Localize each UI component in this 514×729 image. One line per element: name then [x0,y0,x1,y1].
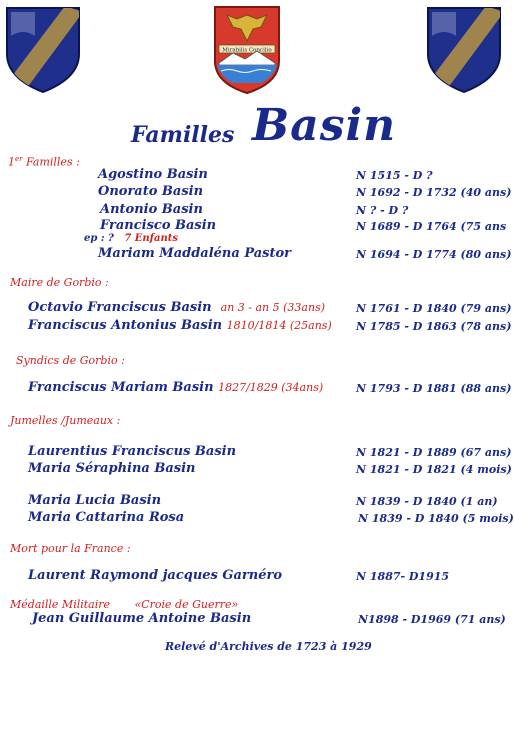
entry-term: an 3 - an 5 (33ans) [220,301,326,314]
page-title: Basin [252,100,397,151]
entry-dates: N 1694 - D 1774 (80 ans) [356,248,512,261]
section-label-mayor: Maire de Gorbio : [10,276,109,289]
spouse-prefix: ep : ? 7 Enfants [84,233,178,244]
entry-name: Francisco Basin [100,218,217,233]
entry-dates: N1898 - D1969 (71 ans) [358,613,506,626]
entry-name: Maria Lucia Basin [28,493,162,508]
entry-name: Mariam Maddaléna Pastor [98,246,292,261]
left-shield-icon [5,6,81,94]
town-crest-icon [213,5,281,95]
entry-dates: N 1689 - D 1764 (75 ans [356,220,507,233]
crest-motto: Mirabilis Concilio [222,47,272,54]
entry-name: Laurentius Franciscus Basin [28,444,237,459]
entry-dates: N 1692 - D 1732 (40 ans) [356,186,512,199]
entry-dates: N 1785 - D 1863 (78 ans) [356,320,512,333]
entry-dates: N 1839 - D 1840 (1 an) [356,495,498,508]
entry-dates: N 1839 - D 1840 (5 mois) [358,512,514,525]
entry-dates: N 1515 - D ? [356,169,433,182]
section-label-extra: «Croie de Guerre» [134,598,239,611]
section-label-first-families: 1er Familles : [8,155,80,169]
entry-dates: N 1821 - D 1821 (4 mois) [356,463,512,476]
entry-name: Maria Séraphina Basin [28,461,196,476]
entry-name: Antonio Basin [100,202,203,217]
entry-term: 1827/1829 (34ans) [218,381,324,394]
entry-dates: N ? - D ? [356,204,409,217]
entry-dates: N 1761 - D 1840 (79 ans) [356,302,512,315]
entry-name: Franciscus Antonius Basin 1810/1814 (25ans) [28,318,332,333]
entry-dates: N 1821 - D 1889 (67 ans) [356,446,512,459]
section-label-twins: Jumelles /Jumeaux : [10,414,121,427]
entry-term: 1810/1814 (25ans) [226,319,332,332]
title-prefix: Familles [131,122,235,148]
entry-name: Franciscus Mariam Basin 1827/1829 (34ans) [28,380,324,395]
entry-name: Laurent Raymond jacques Garnéro [28,568,283,583]
entry-name: Onorato Basin [98,184,204,199]
section-label-military-medal: Médaille Militaire «Croie de Guerre» [10,598,239,611]
right-shield-icon [426,6,502,94]
entry-dates: N 1887- D1915 [356,570,450,583]
children-count: 7 Enfants [124,233,178,244]
entry-dates: N 1793 - D 1881 (88 ans) [356,382,512,395]
entry-name: Jean Guillaume Antoine Basin [32,611,252,626]
entry-name: Agostino Basin [98,167,208,182]
entry-name: Octavio Franciscus Basin an 3 - an 5 (33ans) [28,300,326,315]
footer-note: Relevé d'Archives de 1723 à 1929 [165,640,372,653]
section-label-syndics: Syndics de Gorbio : [16,354,125,367]
section-label-died-for-france: Mort pour la France : [10,542,131,555]
entry-name: Maria Cattarina Rosa [28,510,185,525]
